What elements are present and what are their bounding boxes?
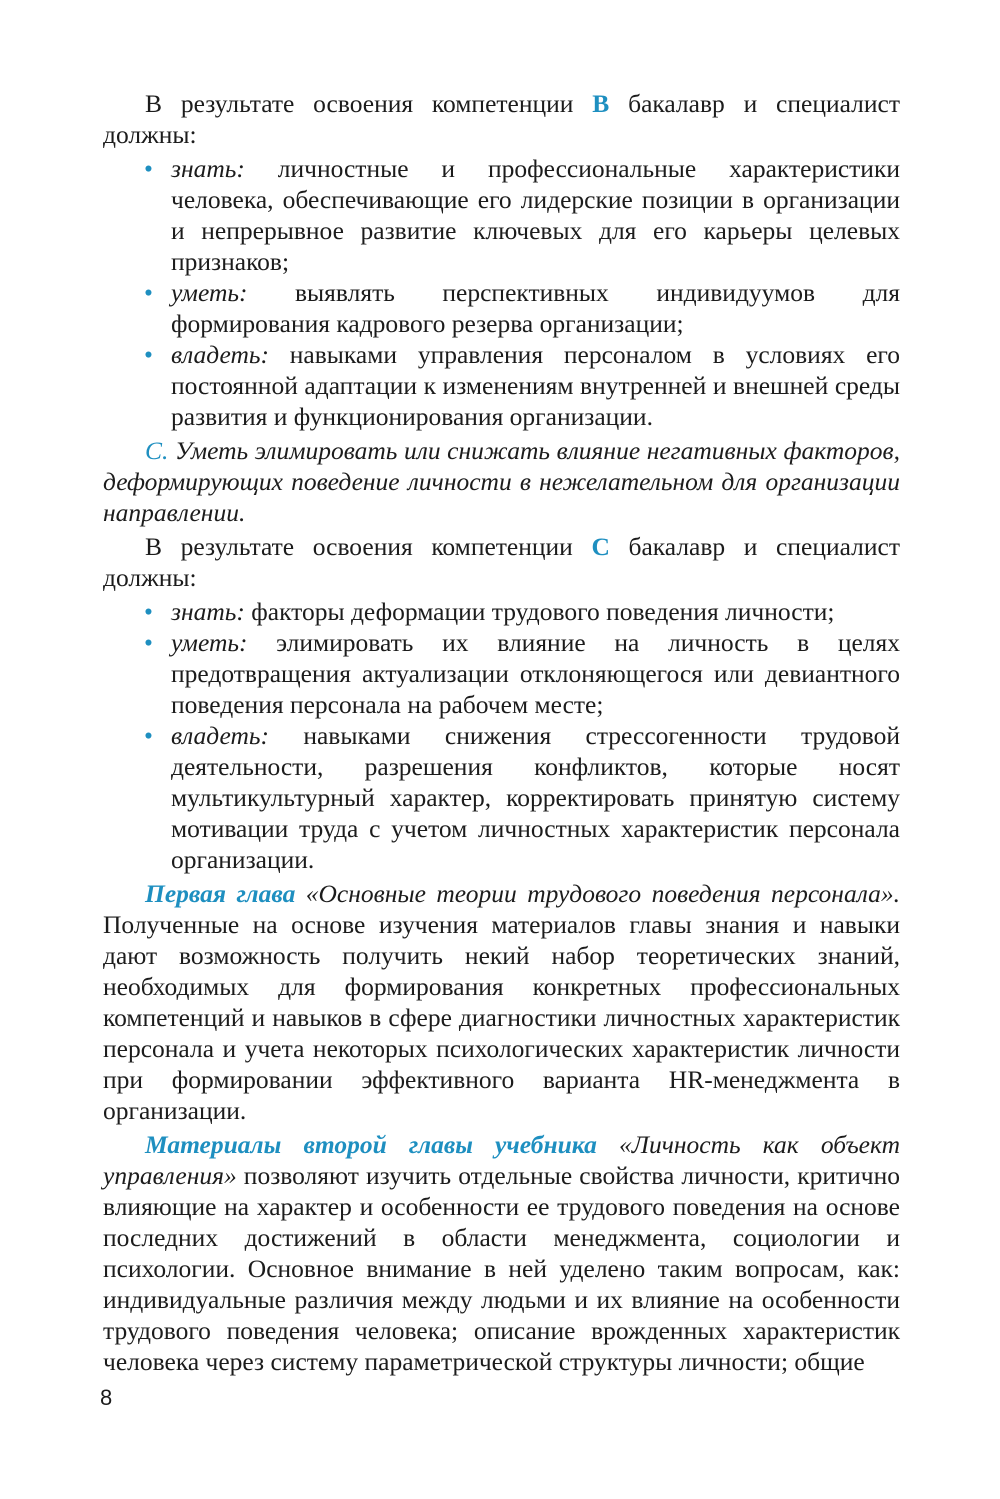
bullet-icon: • bbox=[144, 628, 153, 657]
chapter-1-title: «Основные теории трудового поведения персонала». bbox=[295, 879, 900, 908]
list-item: • знать: личностные и профессиональные характеристики человека, обеспечивающие его лидерские позиции в организации и непрерывное развитие ключевых для его карьеры целевых признаков; bbox=[144, 154, 900, 276]
competence-c-list bbox=[103, 596, 900, 875]
competence-c-letter: С bbox=[591, 532, 610, 561]
bullet-icon: • bbox=[144, 597, 153, 626]
bullet-icon: • bbox=[144, 340, 153, 369]
list-item: • уметь: элимировать их влияние на личность в целях предотвращения актуализации отклоняющегося или девиантного поведения персонала на рабочем месте; bbox=[144, 628, 900, 719]
list-item: • уметь: выявлять перспективных индивидуумов для формирования кадрового резерва организации; bbox=[144, 278, 900, 338]
page-number: 8 bbox=[100, 1385, 113, 1410]
bullet-icon: • bbox=[144, 721, 153, 750]
bullet-icon: • bbox=[144, 278, 153, 307]
chapter-2-paragraph: Материалы второй главы учебника «Личность как объект управления» позволяют изучить отдельные свойства личности, критично влияющие на характер и особенности ее трудового поведения на основе последних достижений в области менеджмента, социологии и психологии. Основное внимание в ней уделено таким вопросам, как: индивидуальные различия между людьми и их влияние на особенности трудового поведения человека; описание врожденных характеристик человека через систему параметрической структуры личности; общие bbox=[103, 1130, 901, 1376]
competence-b-intro: В результате освоения компетенции B бакалавр и специалист должны: bbox=[103, 89, 900, 149]
competence-b-letter: B bbox=[592, 89, 610, 118]
chapter-1-lead: Первая глава bbox=[145, 879, 296, 908]
list-item: • владеть: навыками снижения стрессогенности трудовой деятельности, разрешения конфликтов, которые носят мультикультурный характер, корректировать принятую систему мотивации труда с учетом личностных характеристик персонала организации. bbox=[144, 721, 900, 874]
competence-c-intro: В результате освоения компетенции С бакалавр и специалист должны: bbox=[103, 532, 900, 592]
chapter-2-title: «Личность как объект управления» bbox=[103, 1130, 901, 1190]
page-body bbox=[103, 88, 900, 1380]
competence-b-list bbox=[103, 153, 900, 432]
chapter-1-paragraph: Первая глава «Основные теории трудового поведения персонала». Полученные на основе изучения материалов главы знания и навыки дают возможность получить некий набор теоретических знаний, необходимых для формирования конкретных профессиональных компетенций и навыков в сфере диагностики личностных характеристик персонала и учета некоторых психологических характеристик личности при формировании эффективного варианта HR-менеджмента в организации. bbox=[103, 879, 900, 1125]
list-item: • владеть: навыками управления персоналом в условиях его постоянной адаптации к изменениям внутренней и внешней среды развития и функционирования организации. bbox=[144, 340, 900, 431]
chapter-2-lead: Материалы второй главы учебника bbox=[145, 1130, 597, 1159]
competence-c-heading-letter: С. bbox=[145, 436, 169, 465]
competence-c-heading: С. Уметь элимировать или снижать влияние негативных факторов, деформирующих поведение личности в нежелательном для организации направлении. bbox=[103, 436, 900, 527]
bullet-icon: • bbox=[144, 154, 153, 183]
list-item: • знать: факторы деформации трудового поведения личности; bbox=[144, 597, 835, 626]
